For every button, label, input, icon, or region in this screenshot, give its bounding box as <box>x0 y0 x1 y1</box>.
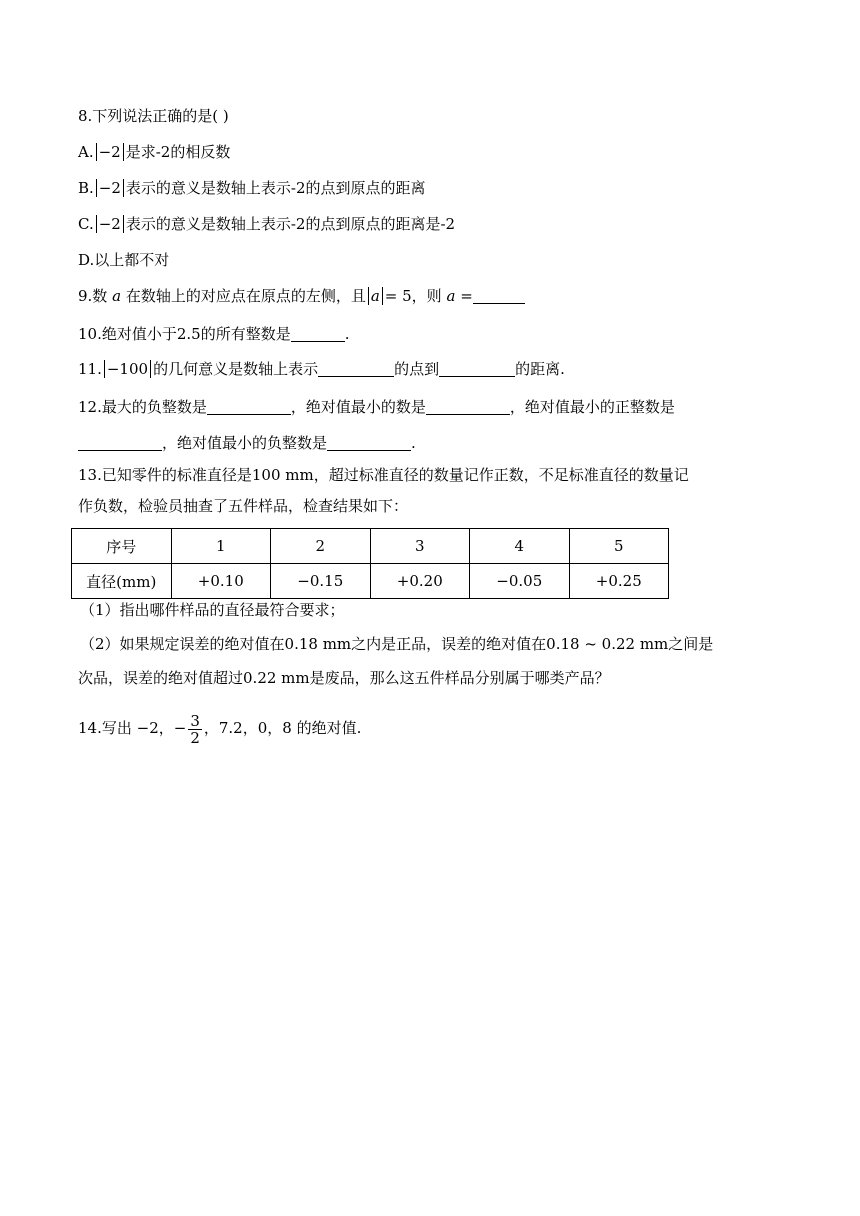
answer-blank[interactable] <box>291 325 345 342</box>
question-13-part-2-line-2: 次品，误差的绝对值超过0.22 mm是废品，那么这五件样品分别属于哪类产品？ <box>78 669 610 687</box>
question-13-line-1: 13.已知零件的标准直径是100 mm，超过标准直径的数量记作正数，不足标准直径的数量记 <box>78 466 689 484</box>
q10-text-2: . <box>344 325 350 343</box>
table-cell: 3 <box>370 529 470 564</box>
q12-text-3: ，绝对值最小的正整数是 <box>509 398 675 416</box>
answer-blank[interactable] <box>439 360 515 377</box>
q12-text-2: ，绝对值最小的数是 <box>290 398 426 416</box>
table-cell: +0.20 <box>370 564 470 599</box>
option-a-prefix: A. <box>78 143 94 161</box>
q11-text-3: 的点到 <box>394 360 440 378</box>
fraction <box>188 713 202 746</box>
absolute-value-a: a <box>368 287 383 305</box>
variable-a: a <box>112 287 122 305</box>
question-12-line-1 <box>78 397 675 417</box>
q14-text-2: ，7.2，0，8 的绝对值. <box>203 719 362 737</box>
table-cell: 5 <box>569 529 669 564</box>
option-b-prefix: B. <box>78 179 94 197</box>
option-b-text: 表示的意义是数轴上表示-2的点到原点的距离 <box>125 179 426 197</box>
answer-blank[interactable] <box>327 434 411 451</box>
answer-blank[interactable] <box>473 287 525 304</box>
table-cell: 2 <box>271 529 371 564</box>
question-8-option-c <box>78 214 455 234</box>
table-cell: +0.25 <box>569 564 669 599</box>
question-8-option-d: D.以上都不对 <box>78 251 170 269</box>
option-c-text: 表示的意义是数轴上表示-2的点到原点的距离是-2 <box>125 215 456 233</box>
question-8-stem: 8.下列说法正确的是( ) <box>78 107 229 125</box>
question-8-option-b <box>78 178 426 198</box>
q14-text-1: 14.写出 −2， <box>78 719 174 737</box>
table-cell: −0.05 <box>470 564 570 599</box>
table-header-label: 序号 <box>72 529 172 564</box>
answer-blank[interactable] <box>426 398 510 415</box>
table-row <box>72 529 669 564</box>
absolute-value-expression: −2 <box>96 143 124 161</box>
question-9 <box>78 286 525 306</box>
option-a-text: 是求-2的相反数 <box>125 143 231 161</box>
q12-text-5: . <box>411 434 416 452</box>
question-11 <box>78 359 565 379</box>
variable-a: a <box>446 287 456 305</box>
answer-blank[interactable] <box>318 360 394 377</box>
table-row <box>72 564 669 599</box>
measurement-table <box>71 528 669 599</box>
absolute-value-expression: −2 <box>96 179 124 197</box>
answer-blank[interactable] <box>78 434 162 451</box>
table-cell: 4 <box>470 529 570 564</box>
question-13-part-1: （1）指出哪件样品的直径最符合要求； <box>80 601 345 619</box>
table-row-label: 直径(mm) <box>72 564 172 599</box>
q12-text-4: ，绝对值最小的负整数是 <box>162 434 328 452</box>
q12-text-1: 12.最大的负整数是 <box>78 398 207 416</box>
q10-text-1: 10.绝对值小于2.5的所有整数是 <box>78 325 291 343</box>
table-cell: −0.15 <box>271 564 371 599</box>
fraction-denominator: 2 <box>190 728 200 747</box>
q11-text-4: 的距离. <box>515 360 565 378</box>
question-13-part-2-line-1: （2）如果规定误差的绝对值在0.18 mm之内是正品，误差的绝对值在0.18 ~ 0.22 mm之间是 <box>80 635 714 653</box>
table-cell: 1 <box>171 529 271 564</box>
question-13-line-2: 作负数，检验员抽查了五件样品，检查结果如下： <box>78 497 409 515</box>
answer-blank[interactable] <box>207 398 291 415</box>
q9-text-3: = 5，则 <box>384 287 442 305</box>
q9-text-1: 9.数 <box>78 287 108 305</box>
question-8-option-a <box>78 142 230 162</box>
q11-text-1: 11. <box>78 360 102 378</box>
question-12-line-2 <box>78 433 416 453</box>
absolute-value-expression: −100 <box>104 360 151 378</box>
fraction-numerator: 3 <box>190 711 200 730</box>
q11-text-2: 的几何意义是数轴上表示 <box>153 360 319 378</box>
option-c-prefix: C. <box>78 215 94 233</box>
question-14 <box>78 708 361 748</box>
q9-text-4: = <box>460 287 473 305</box>
question-10 <box>78 324 350 344</box>
absolute-value-expression: −2 <box>96 215 124 233</box>
fraction-sign: − <box>173 719 187 737</box>
q9-text-2: 在数轴上的对应点在原点的左侧，且 <box>125 287 366 305</box>
table-cell: +0.10 <box>171 564 271 599</box>
